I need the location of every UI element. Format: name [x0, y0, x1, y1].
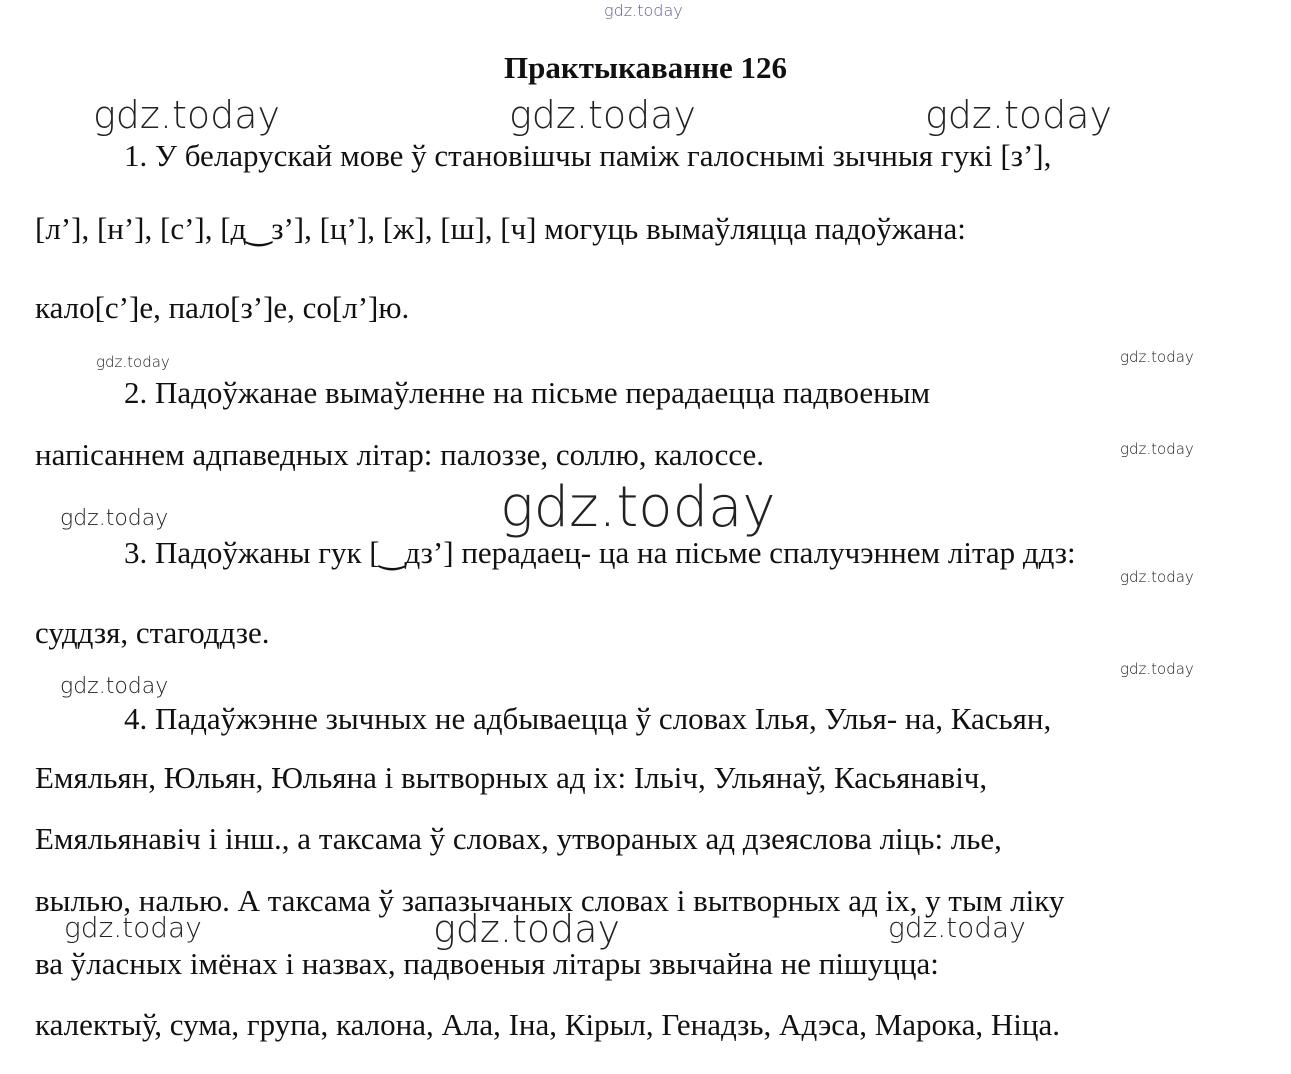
watermark-top: gdz.today — [604, 1, 683, 20]
watermark: gdz.today — [1120, 348, 1194, 366]
text-line: Емяльянавіч і інш., а таксама ў словах, утвораных ад дзеяслова ліць: лье, — [35, 821, 1002, 856]
text-line: 1. У беларускай мове ў становішчы паміж галоснымі зычныя гукі [з’], — [124, 138, 1052, 173]
watermark: gdz.today — [96, 353, 170, 371]
text-line: ва ўласных імёнах і назвах, падвоеныя літары звычайна не пішуцца: — [35, 946, 939, 981]
watermark: gdz.today — [60, 506, 169, 531]
text-line: 4. Падаўжэнне зычных не адбываецца ў словах Ілья, Улья- на, Касьян, — [124, 701, 1052, 736]
text-line: напісаннем адпаведных літар: палоззе, соллю, калоссе. — [35, 437, 765, 472]
text-line: суддзя, стагоддзе. — [35, 615, 270, 650]
text-line: вылью, налью. А таксама ў запазычаных словах і вытворных ад іх, у тым ліку — [35, 883, 1065, 918]
exercise-title: Практыкаванне 126 — [503, 50, 787, 85]
watermark: gdz.today — [1120, 660, 1194, 678]
watermark: gdz.today — [888, 911, 1026, 944]
watermark: gdz.today — [1120, 440, 1194, 458]
watermark: gdz.today — [500, 475, 776, 540]
watermark: gdz.today — [925, 93, 1112, 137]
watermark: gdz.today — [433, 907, 620, 951]
watermark: gdz.today — [60, 674, 169, 699]
watermark: gdz.today — [509, 93, 696, 137]
text-line: 3. Падоўжаны гук [‿дз’] перадаец- ца на пісьме спалучэннем літар ддз: — [124, 535, 1076, 570]
text-line: Емяльян, Юльян, Юльяна і вытворных ад іх: Ільіч, Ульянаў, Касьянавіч, — [35, 760, 988, 795]
text-line: калектыў, сума, група, калона, Ала, Іна, Кірыл, Генадзь, Адэса, Марока, Ніца. — [35, 1007, 1060, 1042]
text-line: 2. Падоўжанае вымаўленне на пісьме перадаецца падвоеным — [124, 375, 931, 410]
text-line: [л’], [н’], [с’], [д‿з’], [ц’], [ж], [ш], [ч] могуць вымаўляцца падоўжана: — [35, 211, 966, 246]
watermark: gdz.today — [1120, 568, 1194, 586]
watermark: gdz.today — [64, 911, 202, 944]
watermark: gdz.today — [93, 93, 280, 137]
text-line: кало[с’]е, пало[з’]е, со[л’]ю. — [35, 290, 410, 325]
